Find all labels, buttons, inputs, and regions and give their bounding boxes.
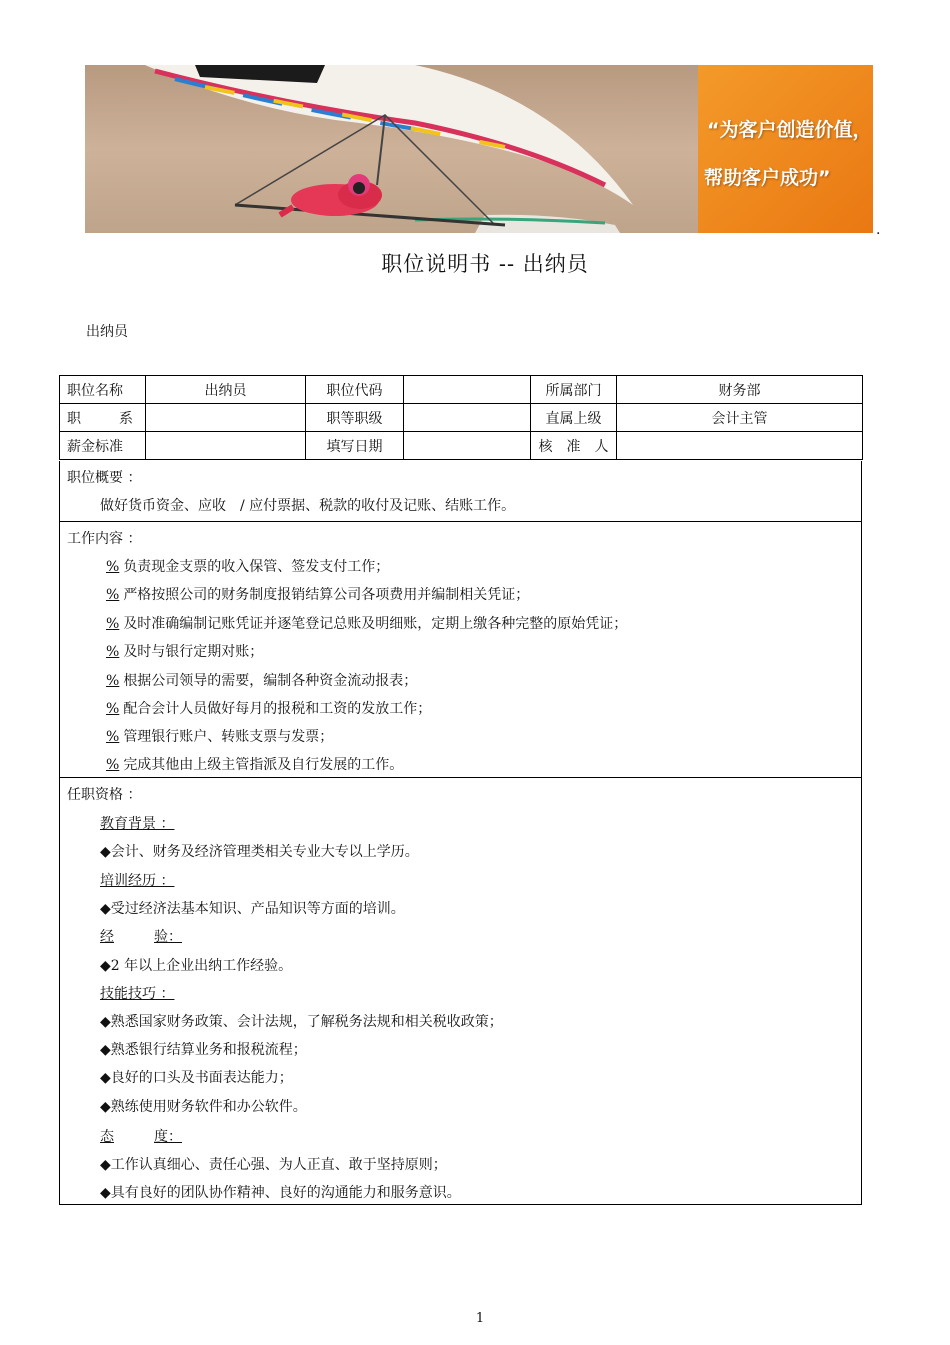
value-salary bbox=[146, 432, 306, 460]
section-overview bbox=[59, 461, 862, 522]
hang-glider-photo bbox=[85, 65, 873, 233]
list-item: ◆熟悉银行结算业务和报税流程； bbox=[100, 1042, 307, 1058]
document-subtitle: 出纳员 bbox=[86, 324, 128, 340]
label-salary: 薪金标准 bbox=[60, 432, 146, 460]
slogan-line-1: “为客户创造价值， bbox=[707, 119, 872, 141]
list-item: ◆2 年以上企业出纳工作经验。 bbox=[100, 958, 293, 974]
overview-heading: 职位概要 ： bbox=[67, 470, 142, 486]
table-row bbox=[60, 376, 863, 404]
list-item: % 管理银行账户、转账支票与发票； bbox=[106, 729, 334, 745]
label-approver: 核 准 人 bbox=[531, 432, 617, 460]
experience-label: 经 验： bbox=[100, 929, 182, 945]
document-title: 职位说明书 -- 出纳员 bbox=[381, 252, 589, 276]
value-approver bbox=[617, 432, 863, 460]
value-department: 财务部 bbox=[617, 376, 863, 404]
list-item: % 及时准确编制记账凭证并逐笔登记总账及明细账，定期上缴各种完整的原始凭证； bbox=[106, 616, 628, 632]
value-position-name: 出纳员 bbox=[146, 376, 306, 404]
label-position-code: 职位代码 bbox=[306, 376, 404, 404]
value-supervisor: 会计主管 bbox=[617, 404, 863, 432]
page-number: 1 bbox=[475, 1311, 485, 1326]
training-label: 培训经历 ： bbox=[100, 873, 175, 889]
label-department: 所属部门 bbox=[531, 376, 617, 404]
duties-heading: 工作内容 ： bbox=[67, 531, 142, 547]
list-item: % 负责现金支票的收入保管、签发支付工作； bbox=[106, 559, 390, 575]
list-item: ◆良好的口头及书面表达能力； bbox=[100, 1070, 293, 1086]
list-item: % 严格按照公司的财务制度报销结算公司各项费用并编制相关凭证； bbox=[106, 587, 530, 603]
value-fill-date bbox=[404, 432, 531, 460]
table-row bbox=[60, 404, 863, 432]
list-item: ◆受过经济法基本知识、产品知识等方面的培训。 bbox=[100, 901, 405, 917]
list-item: % 配合会计人员做好每月的报税和工资的发放工作； bbox=[106, 701, 432, 717]
list-item: ◆工作认真细心、责任心强、为人正直、敢于坚持原则； bbox=[100, 1157, 447, 1173]
list-item: % 根据公司领导的需要，编制各种资金流动报表； bbox=[106, 673, 418, 689]
list-item: ◆会计、财务及经济管理类相关专业大专以上学历。 bbox=[100, 844, 419, 860]
list-item: % 及时与银行定期对账； bbox=[106, 644, 264, 660]
value-job-family bbox=[146, 404, 306, 432]
overview-text: 做好货币资金、应收 / 应付票据、税款的收付及记账、结账工作。 bbox=[100, 498, 516, 514]
label-position-name: 职位名称 bbox=[60, 376, 146, 404]
list-item: ◆熟悉国家财务政策、会计法规，了解税务法规和相关税收政策； bbox=[100, 1014, 503, 1030]
section-duties bbox=[59, 522, 862, 778]
slogan-line-2: 帮助客户成功” bbox=[704, 167, 831, 189]
qualifications-heading: 任职资格 ： bbox=[67, 787, 142, 803]
table-row bbox=[60, 432, 863, 460]
header-banner bbox=[85, 65, 873, 233]
label-job-grade: 职等职级 bbox=[306, 404, 404, 432]
label-supervisor: 直属上级 bbox=[531, 404, 617, 432]
list-item: ◆熟练使用财务软件和办公软件。 bbox=[100, 1099, 307, 1115]
label-fill-date: 填写日期 bbox=[306, 432, 404, 460]
value-job-grade bbox=[404, 404, 531, 432]
list-item: % 完成其他由上级主管指派及自行发展的工作。 bbox=[106, 757, 404, 773]
skills-label: 技能技巧 ： bbox=[100, 986, 175, 1002]
list-item: ◆具有良好的团队协作精神、良好的沟通能力和服务意识。 bbox=[100, 1185, 461, 1201]
label-job-family: 职 系 bbox=[60, 404, 146, 432]
stray-dot: . bbox=[876, 222, 881, 238]
attitude-label: 态 度： bbox=[100, 1129, 182, 1145]
section-qualifications bbox=[59, 778, 862, 1205]
position-info-table bbox=[59, 375, 863, 460]
value-position-code bbox=[404, 376, 531, 404]
education-label: 教育背景 ： bbox=[100, 816, 175, 832]
